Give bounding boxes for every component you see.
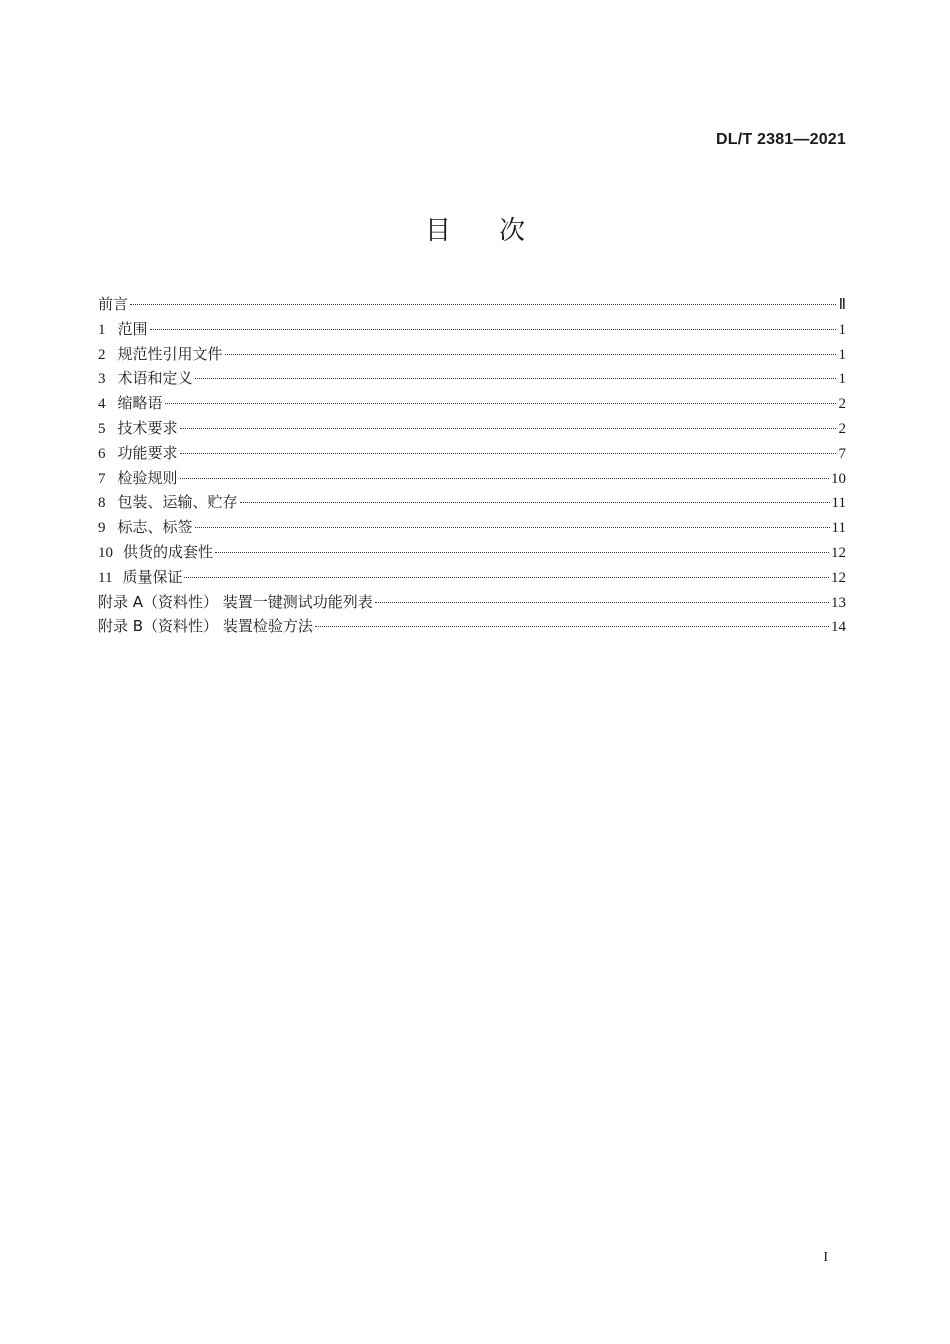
page-number: I <box>823 1250 828 1265</box>
standard-code: DL/T 2381—2021 <box>716 131 846 148</box>
toc-entry-page: 12 <box>831 569 846 586</box>
toc-entry-label: 范围 <box>117 319 148 338</box>
toc-entry-page: 11 <box>831 495 846 512</box>
toc-entry-page: 1 <box>838 321 846 338</box>
toc-entry-number: 7 <box>98 470 106 487</box>
toc-entry-label: 功能要求 <box>117 443 178 462</box>
toc-entry-scope[interactable] <box>98 317 846 342</box>
toc-entry-label: 标志、标签 <box>117 518 193 537</box>
toc-entry-inspection-rules[interactable] <box>98 466 846 491</box>
toc-entry-abbreviations[interactable] <box>98 391 846 416</box>
toc-entry-marking-labeling[interactable] <box>98 515 846 540</box>
toc-entry-page: 14 <box>831 619 846 636</box>
toc-entry-terms-definitions[interactable] <box>98 366 846 391</box>
toc-entry-functional-requirements[interactable] <box>98 441 846 466</box>
toc-entry-page: 11 <box>831 520 846 537</box>
toc-entry-annex-b[interactable] <box>98 614 846 639</box>
table-of-contents <box>98 292 846 639</box>
toc-entry-page: 1 <box>838 346 846 363</box>
toc-leader-dots <box>195 527 830 528</box>
toc-entry-number: 2 <box>98 346 106 363</box>
toc-leader-dots <box>180 453 836 454</box>
toc-entry-label: 质量保证 <box>122 567 183 586</box>
toc-entry-label: 缩略语 <box>117 394 163 413</box>
toc-entry-number: 3 <box>98 371 106 388</box>
toc-leader-dots <box>225 354 836 355</box>
toc-entry-label: 技术要求 <box>117 418 178 437</box>
toc-entry-page: 10 <box>831 470 846 487</box>
toc-entry-label: 前言 <box>98 295 129 313</box>
toc-entry-normative-references[interactable] <box>98 342 846 367</box>
toc-leader-dots <box>180 428 836 429</box>
toc-leader-dots <box>180 478 829 479</box>
toc-leader-dots <box>150 329 836 330</box>
toc-entry-page: 12 <box>831 544 846 561</box>
toc-entry-label: 包装、运输、贮存 <box>117 493 238 512</box>
toc-leader-dots <box>215 552 829 553</box>
toc-entry-page: 2 <box>838 396 846 413</box>
toc-entry-packaging[interactable] <box>98 490 846 515</box>
toc-entry-page: 13 <box>831 594 846 611</box>
toc-title: 目次 <box>424 216 573 246</box>
toc-entry-foreword[interactable] <box>98 292 846 317</box>
toc-entry-number: 9 <box>98 520 106 537</box>
toc-entry-page: Ⅱ <box>838 297 846 313</box>
toc-entry-label: 供货的成套性 <box>123 542 214 561</box>
toc-entry-label: 检验规则 <box>117 468 178 487</box>
toc-entry-number: 10 <box>98 544 113 561</box>
toc-entry-supply-completeness[interactable] <box>98 540 846 565</box>
toc-entry-label: 术语和定义 <box>117 369 193 388</box>
toc-leader-dots <box>315 626 829 627</box>
toc-leader-dots <box>184 577 829 578</box>
toc-entry-label: 附录 B（资料性） 装置检验方法 <box>98 617 313 636</box>
toc-leader-dots <box>375 602 829 603</box>
toc-entry-label: 附录 A（资料性） 装置一键测试功能列表 <box>98 592 373 611</box>
toc-entry-number: 11 <box>98 569 113 586</box>
toc-entry-quality-assurance[interactable] <box>98 565 846 590</box>
toc-entry-number: 1 <box>98 321 106 338</box>
toc-leader-dots <box>165 403 836 404</box>
toc-entry-label: 规范性引用文件 <box>117 344 223 363</box>
toc-leader-dots <box>240 502 830 503</box>
toc-entry-technical-requirements[interactable] <box>98 416 846 441</box>
toc-leader-dots <box>195 378 836 379</box>
toc-entry-annex-a[interactable] <box>98 590 846 615</box>
toc-entry-page: 1 <box>838 371 846 388</box>
toc-entry-number: 5 <box>98 420 106 437</box>
toc-entry-number: 8 <box>98 495 106 512</box>
toc-entry-number: 6 <box>98 445 106 462</box>
toc-entry-number: 4 <box>98 396 106 413</box>
toc-entry-page: 2 <box>838 420 846 437</box>
toc-entry-page: 7 <box>838 445 846 462</box>
toc-leader-dots <box>130 304 836 305</box>
